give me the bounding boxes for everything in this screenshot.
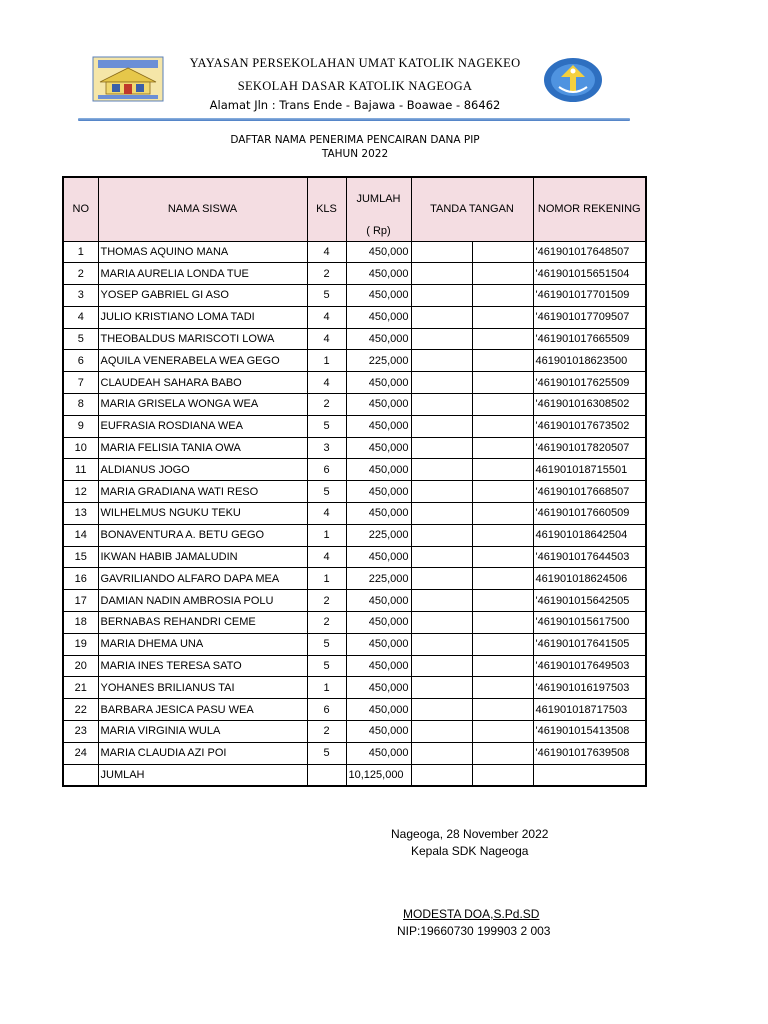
row-name: CLAUDEAH SAHARA BABO — [98, 372, 307, 394]
row-name: MARIA GRADIANA WATI RESO — [98, 481, 307, 503]
table-row — [63, 459, 646, 481]
letterhead-rule — [78, 118, 630, 121]
row-account: '461901017660509 — [533, 503, 646, 525]
row-no: 10 — [63, 437, 98, 459]
row-account: '461901017641505 — [533, 633, 646, 655]
row-signature-cell — [411, 415, 472, 437]
row-account: 461901018624506 — [533, 568, 646, 590]
signature-place-date: Nageoga, 28 November 2022 — [391, 827, 549, 841]
row-amount: 225,000 — [346, 568, 411, 590]
row-account: '461901017673502 — [533, 415, 646, 437]
row-signature-cell — [411, 437, 472, 459]
row-account: '461901017665509 — [533, 328, 646, 350]
row-amount: 450,000 — [346, 394, 411, 416]
row-signature-cell — [411, 503, 472, 525]
row-account: '461901017648507 — [533, 241, 646, 263]
header-jumlah-label: JUMLAH — [356, 193, 401, 205]
row-signature-cell — [472, 612, 533, 634]
row-amount: 450,000 — [346, 306, 411, 328]
row-amount: 450,000 — [346, 503, 411, 525]
row-signature-cell — [411, 328, 472, 350]
row-no: 7 — [63, 372, 98, 394]
row-account: '461901015617500 — [533, 612, 646, 634]
row-signature-cell — [411, 241, 472, 263]
total-amount: 10,125,000 — [346, 764, 411, 786]
row-kls: 2 — [307, 394, 346, 416]
row-signature-cell — [411, 677, 472, 699]
table-row — [63, 546, 646, 568]
row-no: 8 — [63, 394, 98, 416]
table-row — [63, 721, 646, 743]
table-body — [63, 241, 646, 764]
row-signature-cell — [472, 524, 533, 546]
table-row — [63, 612, 646, 634]
table-row — [63, 590, 646, 612]
row-kls: 4 — [307, 372, 346, 394]
table-row — [63, 306, 646, 328]
row-name: ALDIANUS JOGO — [98, 459, 307, 481]
row-name: MARIA AURELIA LONDA TUE — [98, 263, 307, 285]
table-row — [63, 285, 646, 307]
row-name: GAVRILIANDO ALFARO DAPA MEA — [98, 568, 307, 590]
row-signature-cell — [411, 612, 472, 634]
row-signature-cell — [472, 459, 533, 481]
row-kls: 1 — [307, 677, 346, 699]
row-kls: 1 — [307, 568, 346, 590]
row-name: BERNABAS REHANDRI CEME — [98, 612, 307, 634]
row-signature-cell — [411, 285, 472, 307]
row-no: 4 — [63, 306, 98, 328]
header-kls: KLS — [307, 177, 346, 241]
row-amount: 450,000 — [346, 241, 411, 263]
row-account: '461901016308502 — [533, 394, 646, 416]
row-signature-cell — [472, 481, 533, 503]
row-signature-cell — [472, 415, 533, 437]
row-signature-cell — [472, 568, 533, 590]
row-signature-cell — [472, 699, 533, 721]
total-no — [63, 764, 98, 786]
row-account: '461901017668507 — [533, 481, 646, 503]
row-account: 461901018715501 — [533, 459, 646, 481]
row-signature-cell — [411, 568, 472, 590]
row-account: '461901015642505 — [533, 590, 646, 612]
row-signature-cell — [472, 633, 533, 655]
row-signature-cell — [472, 241, 533, 263]
row-kls: 2 — [307, 612, 346, 634]
document-title: DAFTAR NAMA PENERIMA PENCAIRAN DANA PIP — [230, 134, 480, 146]
row-kls: 6 — [307, 459, 346, 481]
row-amount: 450,000 — [346, 459, 411, 481]
row-account: '461901015413508 — [533, 721, 646, 743]
row-kls: 2 — [307, 590, 346, 612]
header-name: NAMA SISWA — [98, 177, 307, 241]
row-name: MARIA FELISIA TANIA OWA — [98, 437, 307, 459]
table-row — [63, 742, 646, 764]
row-account: '461901017701509 — [533, 285, 646, 307]
row-no: 17 — [63, 590, 98, 612]
row-account: '461901017644503 — [533, 546, 646, 568]
table-row — [63, 372, 646, 394]
signatory-name: MODESTA DOA,S.Pd.SD — [403, 907, 540, 921]
row-kls: 5 — [307, 415, 346, 437]
row-signature-cell — [411, 655, 472, 677]
row-no: 14 — [63, 524, 98, 546]
row-account: '461901017820507 — [533, 437, 646, 459]
row-kls: 1 — [307, 350, 346, 372]
row-signature-cell — [411, 546, 472, 568]
row-kls: 4 — [307, 241, 346, 263]
row-name: JULIO KRISTIANO LOMA TADI — [98, 306, 307, 328]
row-no: 9 — [63, 415, 98, 437]
row-name: IKWAN HABIB JAMALUDIN — [98, 546, 307, 568]
total-label: JUMLAH — [98, 764, 307, 786]
row-no: 12 — [63, 481, 98, 503]
row-no: 23 — [63, 721, 98, 743]
row-amount: 225,000 — [346, 350, 411, 372]
row-signature-cell — [411, 721, 472, 743]
row-amount: 450,000 — [346, 633, 411, 655]
row-signature-cell — [411, 263, 472, 285]
row-name: THEOBALDUS MARISCOTI LOWA — [98, 328, 307, 350]
row-amount: 450,000 — [346, 612, 411, 634]
table-row — [63, 241, 646, 263]
row-name: THOMAS AQUINO MANA — [98, 241, 307, 263]
row-account: 461901018623500 — [533, 350, 646, 372]
row-signature-cell — [472, 285, 533, 307]
row-signature-cell — [411, 372, 472, 394]
row-kls: 5 — [307, 285, 346, 307]
row-account: '461901017649503 — [533, 655, 646, 677]
row-name: WILHELMUS NGUKU TEKU — [98, 503, 307, 525]
row-name: MARIA DHEMA UNA — [98, 633, 307, 655]
row-kls: 2 — [307, 721, 346, 743]
row-no: 24 — [63, 742, 98, 764]
table-row — [63, 655, 646, 677]
row-no: 18 — [63, 612, 98, 634]
row-signature-cell — [472, 742, 533, 764]
table-row — [63, 437, 646, 459]
table-row — [63, 328, 646, 350]
row-amount: 225,000 — [346, 524, 411, 546]
row-name: YOSEP GABRIEL GI ASO — [98, 285, 307, 307]
row-account: '461901015651504 — [533, 263, 646, 285]
table-row — [63, 503, 646, 525]
row-kls: 6 — [307, 699, 346, 721]
header-signature: TANDA TANGAN — [411, 177, 533, 241]
row-amount: 450,000 — [346, 481, 411, 503]
foundation-name: YAYASAN PERSEKOLAHAN UMAT KATOLIK NAGEKEO — [189, 56, 521, 70]
row-no: 5 — [63, 328, 98, 350]
row-signature-cell — [411, 699, 472, 721]
row-amount: 450,000 — [346, 590, 411, 612]
row-signature-cell — [472, 590, 533, 612]
row-kls: 4 — [307, 306, 346, 328]
row-no: 3 — [63, 285, 98, 307]
table-row — [63, 394, 646, 416]
row-signature-cell — [411, 350, 472, 372]
row-signature-cell — [472, 306, 533, 328]
row-no: 1 — [63, 241, 98, 263]
row-kls: 1 — [307, 524, 346, 546]
row-name: MARIA INES TERESA SATO — [98, 655, 307, 677]
row-signature-cell — [472, 328, 533, 350]
row-amount: 450,000 — [346, 699, 411, 721]
table-row — [63, 677, 646, 699]
signatory-nip: NIP:19660730 199903 2 003 — [397, 924, 551, 938]
row-amount: 450,000 — [346, 285, 411, 307]
row-kls: 5 — [307, 742, 346, 764]
row-signature-cell — [472, 677, 533, 699]
row-name: BARBARA JESICA PASU WEA — [98, 699, 307, 721]
row-signature-cell — [411, 481, 472, 503]
row-amount: 450,000 — [346, 546, 411, 568]
row-no: 11 — [63, 459, 98, 481]
row-signature-cell — [472, 263, 533, 285]
header-jumlah-unit: ( Rp) — [366, 225, 391, 237]
document-year: TAHUN 2022 — [321, 148, 389, 160]
row-signature-cell — [411, 742, 472, 764]
header-no: NO — [63, 177, 98, 241]
row-no: 6 — [63, 350, 98, 372]
table-row — [63, 481, 646, 503]
row-signature-cell — [411, 306, 472, 328]
letterhead — [0, 0, 768, 130]
row-kls: 4 — [307, 546, 346, 568]
row-amount: 450,000 — [346, 721, 411, 743]
total-row — [63, 764, 646, 786]
recipient-table — [62, 176, 647, 787]
table-row — [63, 699, 646, 721]
row-kls: 5 — [307, 481, 346, 503]
row-account: '461901016197503 — [533, 677, 646, 699]
school-name: SEKOLAH DASAR KATOLIK NAGEOGA — [237, 79, 473, 93]
row-no: 19 — [63, 633, 98, 655]
school-address: Alamat Jln : Trans Ende - Bajawa - Boawae - 86462 — [209, 98, 501, 112]
table-row — [63, 263, 646, 285]
row-signature-cell — [472, 437, 533, 459]
row-amount: 450,000 — [346, 742, 411, 764]
row-no: 16 — [63, 568, 98, 590]
row-signature-cell — [472, 546, 533, 568]
row-amount: 450,000 — [346, 415, 411, 437]
row-name: MARIA CLAUDIA AZI POI — [98, 742, 307, 764]
row-amount: 450,000 — [346, 655, 411, 677]
row-amount: 450,000 — [346, 677, 411, 699]
row-signature-cell — [472, 503, 533, 525]
table-row — [63, 633, 646, 655]
row-account: 461901018642504 — [533, 524, 646, 546]
table-row — [63, 568, 646, 590]
row-signature-cell — [411, 459, 472, 481]
row-kls: 2 — [307, 263, 346, 285]
row-signature-cell — [472, 350, 533, 372]
row-name: EUFRASIA ROSDIANA WEA — [98, 415, 307, 437]
row-name: DAMIAN NADIN AMBROSIA POLU — [98, 590, 307, 612]
table-row — [63, 524, 646, 546]
signature-role: Kepala SDK Nageoga — [411, 844, 529, 858]
row-amount: 450,000 — [346, 372, 411, 394]
row-kls: 4 — [307, 328, 346, 350]
row-signature-cell — [472, 655, 533, 677]
tut-wuri-handayani-logo-icon — [543, 57, 603, 103]
table-row — [63, 350, 646, 372]
row-amount: 450,000 — [346, 263, 411, 285]
row-account: 461901018717503 — [533, 699, 646, 721]
row-signature-cell — [472, 394, 533, 416]
row-name: MARIA VIRGINIA WULA — [98, 721, 307, 743]
row-name: AQUILA VENERABELA WEA GEGO — [98, 350, 307, 372]
row-amount: 450,000 — [346, 437, 411, 459]
row-kls: 3 — [307, 437, 346, 459]
row-kls: 5 — [307, 633, 346, 655]
row-amount: 450,000 — [346, 328, 411, 350]
table-row — [63, 415, 646, 437]
row-signature-cell — [472, 372, 533, 394]
row-no: 15 — [63, 546, 98, 568]
row-account: '461901017709507 — [533, 306, 646, 328]
row-signature-cell — [411, 633, 472, 655]
row-no: 13 — [63, 503, 98, 525]
row-name: MARIA GRISELA WONGA WEA — [98, 394, 307, 416]
row-kls: 5 — [307, 655, 346, 677]
row-account: '461901017625509 — [533, 372, 646, 394]
row-account: '461901017639508 — [533, 742, 646, 764]
total-sign-1 — [411, 764, 472, 786]
row-kls: 4 — [307, 503, 346, 525]
row-no: 20 — [63, 655, 98, 677]
row-signature-cell — [411, 590, 472, 612]
row-name: BONAVENTURA A. BETU GEGO — [98, 524, 307, 546]
row-name: YOHANES BRILIANUS TAI — [98, 677, 307, 699]
total-kls — [307, 764, 346, 786]
total-sign-2 — [472, 764, 533, 786]
row-no: 2 — [63, 263, 98, 285]
total-account — [533, 764, 646, 786]
header-jumlah — [346, 177, 411, 241]
row-signature-cell — [411, 524, 472, 546]
row-signature-cell — [411, 394, 472, 416]
row-signature-cell — [472, 721, 533, 743]
table-header-row — [63, 177, 646, 241]
row-no: 22 — [63, 699, 98, 721]
row-no: 21 — [63, 677, 98, 699]
header-account: NOMOR REKENING — [533, 177, 646, 241]
